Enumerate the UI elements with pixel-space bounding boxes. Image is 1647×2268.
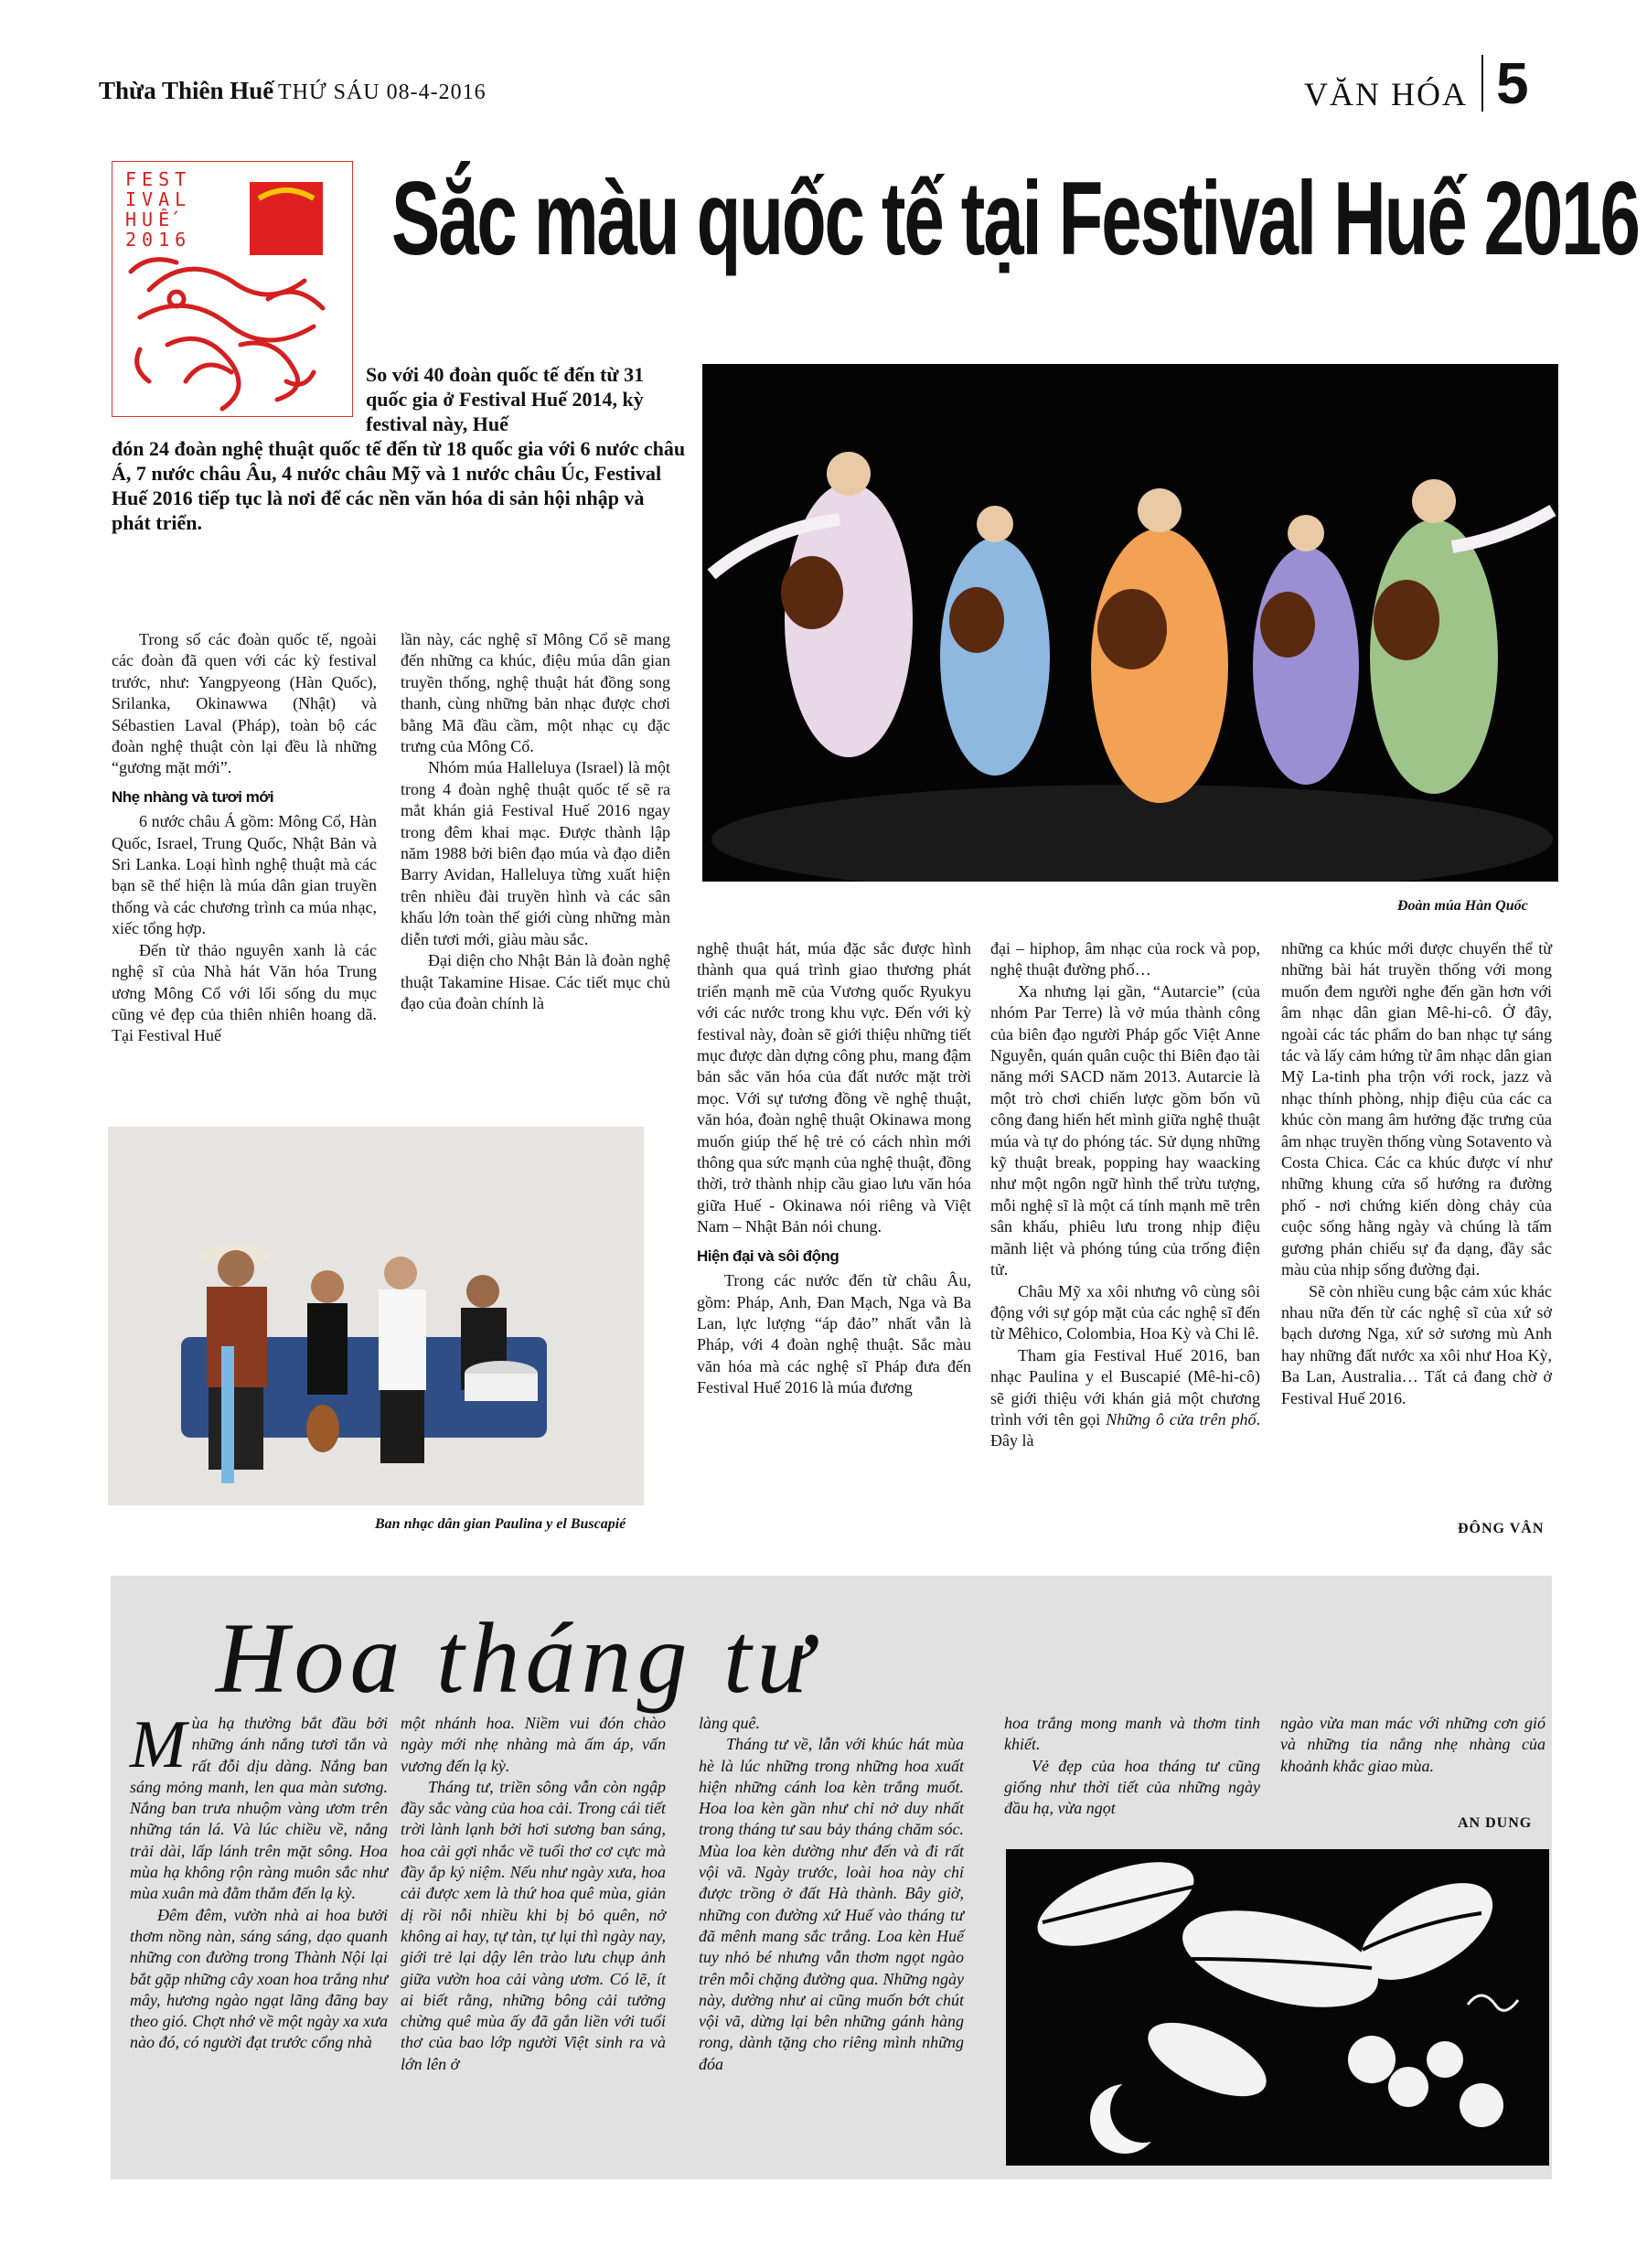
dropcap: M <box>130 1707 187 1782</box>
subheading-2: Hiện đại và sôi động <box>697 1246 840 1265</box>
flower-moon-illustration <box>1006 1849 1549 2166</box>
article1-byline: ĐÔNG VÂN <box>1458 1521 1545 1536</box>
header-divider <box>1481 55 1483 112</box>
subheading-1: Nhẹ nhàng và tươi mới <box>112 787 274 806</box>
photo1-caption: Đoàn múa Hàn Quốc <box>1397 898 1528 914</box>
page-number: 5 <box>1496 50 1529 116</box>
article-headline: Sắc màu quốc tế tại Festival Huế 2016 <box>391 161 1639 277</box>
article-column-3: nghệ thuật hát, múa đặc sắc được hình thành qua quá trình giao thương phát triển mạnh mẽ của Vương quốc Ryukyu với các nước trong khu vực. Đến với kỳ festival này, đoàn sẽ giới thiệu những tiết mục được dàn dựng công phu, mang đậm bản sắc văn hóa của đất nước mặt trời mọc. Với sự tương đồng về nghệ thuật, văn hóa, đoàn nghệ thuật Okinawa mong muốn giúp thế hệ trẻ có cách nhìn mới thông qua sức mạnh của nghệ thuật, đồng thời, trở thành nhịp cầu giao lưu văn hóa giữa Huế - Okinawa nói riêng và Việt Nam – Nhật Bản nói chung. Hiện đại và sôi động Trong các nước đến từ châu Âu, gồm: Pháp, Anh, Đan Mạch, Nga và Ba Lan, lực lượng “áp đảo” nhất vẫn là Pháp, với 4 đoàn nghệ thuật. Sắc màu văn hóa mà các nghệ sĩ Pháp đưa đến Festival Huế 2016 là múa đương <box>697 939 971 1397</box>
section-name: VĂN HÓA <box>1304 76 1468 112</box>
article-column-5: những ca khúc mới được chuyển thể từ những bài hát truyền thống với mong muốn đem người nghe đến gần hơn với âm nhạc dân gian Mê-hi-cô. Ở đây, ngoài các tác phẩm do ban nhạc tự sáng tác và lấy cảm hứng từ âm nhạc dân gian Mỹ La-tinh pha trộn với rock, jazz và nhạc thính phòng, nhịp điệu của các ca khúc còn mang âm hưởng đặc trưng của âm nhạc truyền thống vùng Sotavento và Costa Chica. Các ca khúc được ví như những khung cửa sổ hướng ra đường phố - nơi chứng kiến dòng chảy của cuộc sống hằng ngày và chúng là tấm gương phản chiếu sự đa dạng, đầy sắc màu của nhịp sống đường đại. Sẽ còn nhiều cung bậc cảm xúc khác nhau nữa đến từ các nghệ sĩ của xứ sở bạch dương Nga, xứ sở sương mù Anh hay những đất nước xa xôi như Hoa Kỳ, Ba Lan, Australia… Tất cả đang chờ ở Festival Huế 2016. <box>1281 939 1552 1407</box>
article2-title: Hoa tháng tư <box>216 1602 818 1714</box>
article-lead-part1: So với 40 đoàn quốc tế đến từ 31 quốc gia ở Festival Huế 2014, kỳ festival này, Huế <box>366 363 645 435</box>
article2-column-4: hoa trắng mong manh và thơm tinh khiết. Vẻ đẹp của hoa tháng tư cũng giống như thời tiết của những ngày đầu hạ, vừa ngọt <box>1004 1714 1260 1818</box>
band-photo <box>108 1127 644 1505</box>
festival-logo <box>112 161 353 417</box>
photo2-caption: Ban nhạc dân gian Paulina y el Buscapié <box>375 1516 626 1532</box>
article-lead-part2: đón 24 đoàn nghệ thuật quốc tế đến từ 18 quốc gia với 6 nước châu Á, 7 nước châu Âu, 4 nước châu Mỹ và 1 nước châu Úc, Festival Huế 2016 tiếp tục là nơi để các nền văn hóa di sản hội nhập và phát triển. <box>112 437 686 534</box>
article2-column-3: làng quê. Tháng tư về, lẫn với khúc hát mùa hè là lúc những trong những hoa xuất hiện những cánh loa kèn trắng muốt. Hoa loa kèn gần như chỉ nở duy nhất trong tháng tư sau bảy tháng chăm sóc. Mùa loa kèn dường như đến và đi rất vội vã. Ngày trước, loài hoa này chỉ được trồng ở đất Hà thành. Bây giờ, những con đường xứ Huế vào tháng tư đã mênh mang sắc trắng. Loa kèn Huế tuy nhỏ bé nhưng vẫn thơm ngọt ngào trên mỗi chặng đường qua. Những ngày này, dường như ai cũng muốn bớt chút vội vã, dừng lại bên những gánh hàng rong, dành tặng cho riêng mình những đóa <box>699 1714 964 2073</box>
article2-column-5: ngào vừa man mác với những cơn gió và những tia nắng nhẹ nhàng của khoảnh khắc giao mùa. <box>1280 1714 1545 1775</box>
article2-column-1: Mùa hạ thường bắt đầu bởi những ánh nắng tươi tắn và rất đỗi dịu dàng. Nắng ban sáng mỏng manh, len qua màn sương. Nắng ban trưa nhuộm vàng ươm trên những tán lá. Và lúc chiều về, nắng trải dài, lấp lánh trên mặt sông. Hoa mùa hạ không rộn ràng muôn sắc như mùa xuân mà đằm thắm đến lạ kỳ. Đêm đêm, vườn nhà ai hoa bưởi thơm nồng nàn, sáng sáng, dạo quanh những con đường trong Thành Nội lại bắt gặp những cây xoan hoa trắng như mây, hương ngào ngạt lãng đãng bay theo gió. Chợt nhớ về một ngày xa xưa nào đó, có người đạt trước cổng nhà <box>130 1707 388 2052</box>
article-column-1: Trong số các đoàn quốc tế, ngoài các đoàn đã quen với các kỳ festival trước, như: Yangpyeong (Hàn Quốc), Srilanka, Okinawwa (Nhật) và Sébastien Laval (Pháp), toàn bộ các đoàn nghệ thuật còn lại đều là những “gương mặt mới”. Nhẹ nhàng và tươi mới 6 nước châu Á gồm: Mông Cổ, Hàn Quốc, Israel, Trung Quốc, Nhật Bản và Sri Lanka. Loại hình nghệ thuật mà các bạn sẽ thể hiện là múa dân gian truyền thống và các chương trình ca múa nhạc, xiếc tổng hợp. Đến từ thảo nguyên xanh là các nghệ sĩ của Nhà hát Văn hóa Trung ương Mông Cổ với lối sống du mục cũng vẻ đẹp của thiên nhiên hoang dã. Tại Festival Huế <box>112 630 377 1045</box>
festival-logo-text: FEST IVAL HUẾ 2016 <box>125 168 192 251</box>
newspaper-name: Thừa Thiên Huế <box>99 77 274 104</box>
korean-dance-photo <box>702 364 1558 882</box>
issue-date: THỨ SÁU 08-4-2016 <box>278 80 487 104</box>
article-column-4: đại – hiphop, âm nhạc của rock và pop, nghệ thuật đường phố… Xa nhưng lại gần, “Autarcie” (của nhóm Par Terre) là vở múa thành công của biên đạo người Pháp gốc Việt Anne Nguyễn, quán quân cuộc thi Biên đạo tài năng mới SACD năm 2013. Autarcie là một trò chơi chiến lược gồm bốn vũ công đang hiến hết mình giữa nghệ thuật múa và tự do phóng tác. Sử dụng những kỹ thuật break, popping hay waacking như một ngôn ngữ hình thể trừu tượng, mỗi nghệ sĩ là một cá tính mạnh mẽ trên sân khấu, phiêu lưu trong nhịp điệu mãnh liệt và phóng túng của trống điện tử. Châu Mỹ xa xôi nhưng vô cùng sôi động với sự góp mặt của các nghệ sĩ đến từ Mêhico, Colombia, Hoa Kỳ và Chi lê. Tham gia Festival Huế 2016, ban nhạc Paulina y el Buscapié (Mê-hi-cô) sẽ giới thiệu với khán giả một chương trình với tên gọi Những ô cửa trên phố. Đây là <box>990 939 1261 1450</box>
article-column-2: lần này, các nghệ sĩ Mông Cổ sẽ mang đến những ca khúc, điệu múa dân gian truyền thống, nghệ thuật hát đồng song thanh, cùng những bản nhạc được chơi bằng Mã đầu cầm, một nhạc cụ đặc trưng của Mông Cổ. Nhóm múa Halleluya (Israel) là một trong 4 đoàn nghệ thuật quốc tế sẽ ra mắt khán giả Festival Huế 2016 ngay trong đêm khai mạc. Được thành lập năm 1988 bởi biên đạo múa và đạo diễn Barry Avidan, Halleluya từng xuất hiện trên nhiều đài truyền hình và các sân khấu lớn toàn thế giới cùng những màn diễn tươi mới, giàu màu sắc. Đại diện cho Nhật Bản là đoàn nghệ thuật Takamine Hisae. Các tiết mục chủ đạo của đoàn chính là <box>401 630 670 1012</box>
dragon-icon <box>112 162 352 416</box>
article2-column-2: một nhánh hoa. Niềm vui đón chào ngày mới nhẹ nhàng mà ấm áp, vấn vương đến lạ kỳ. Tháng tư, triền sông vẫn còn ngập đầy sắc vàng của hoa cải. Trong cái tiết trời lành lạnh bởi hơi sương ban sáng, hoa cải gợi nhắc về tuổi thơ cơ cực mà đầy ắp kỷ niệm. Nếu như ngày xưa, hoa cải được xem là thứ hoa quê mùa, giản dị rồi nỗi nhiều khi bị bỏ quên, nở không ai hay, tự tàn, tự lụi thì ngày nay, giới trẻ lại dậy lên trào lưu chụp ảnh giữa vườn hoa cải vàng ươm. Có lẽ, ít ai biết rằng, những bông cải tưởng chừng quê mùa ấy đã gắn liền với tuổi thơ của bao lớp người Việt sinh ra và lớn lên ở <box>401 1714 666 2073</box>
article2-byline: AN DUNG <box>1458 1815 1533 1831</box>
